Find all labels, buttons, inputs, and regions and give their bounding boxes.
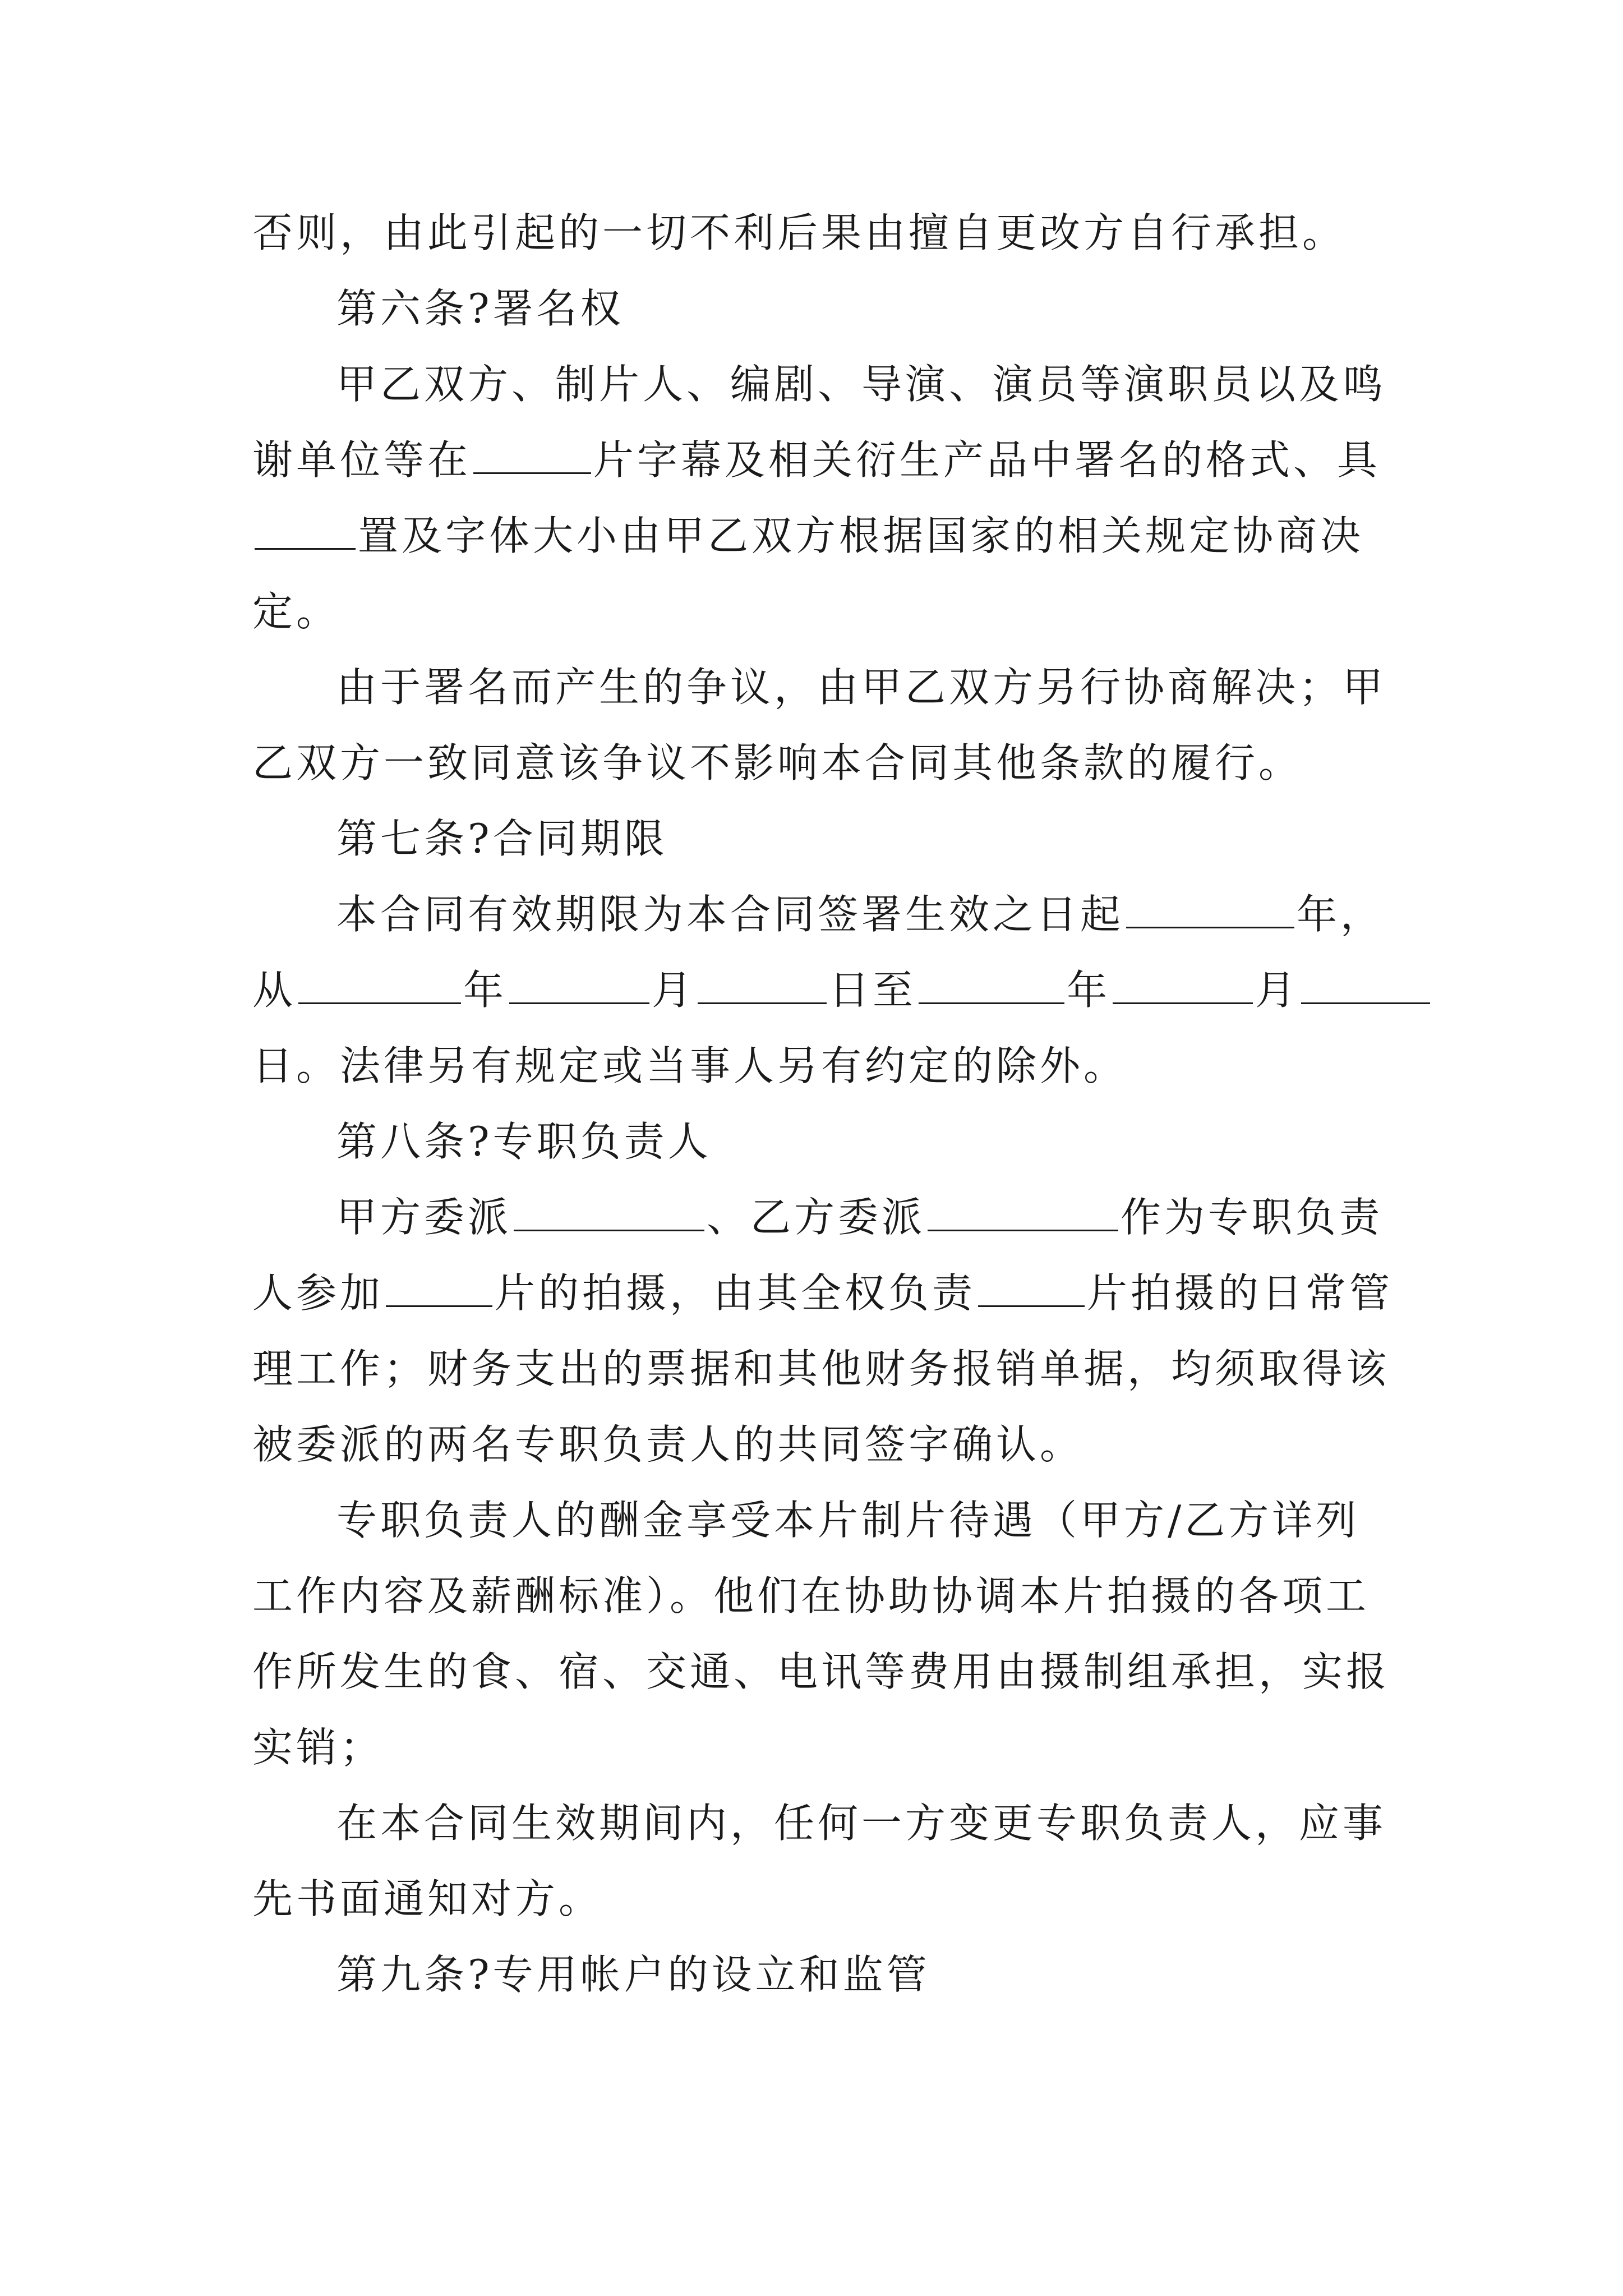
text: 甲乙双方、制片人、编剧、导演、演员等演职员以及鸣	[336, 361, 1387, 408]
paragraph-line	[252, 1874, 602, 1924]
blank-field	[473, 435, 591, 474]
paragraph-line	[252, 1041, 1127, 1091]
text: 从	[252, 967, 297, 1014]
blank-field	[928, 1193, 1118, 1231]
paragraph-line	[252, 738, 1302, 788]
text: 月	[652, 967, 696, 1014]
blank-field	[698, 965, 827, 1004]
text: 由于署名而产生的争议，由甲乙双方另行协商解决；甲	[336, 664, 1387, 711]
text: 第八条?专职负责人	[336, 1118, 712, 1165]
paragraph-line	[252, 1571, 1370, 1621]
paragraph-line	[252, 435, 1381, 485]
paragraph-line	[252, 1722, 384, 1773]
text: 日。法律另有规定或当事人另有约定的除外。	[252, 1042, 1128, 1089]
text: 日至	[829, 967, 917, 1014]
paragraph-line	[336, 1495, 1359, 1545]
text: 作为专职负责	[1121, 1194, 1384, 1241]
text: 月	[1255, 967, 1299, 1014]
blank-field	[386, 1268, 492, 1307]
text: 年，	[1297, 891, 1385, 938]
text: 专职负责人的酬金享受本片制片待遇（甲方/乙方详列	[336, 1497, 1360, 1544]
text: 片拍摄的日常管	[1087, 1269, 1394, 1317]
paragraph-line	[252, 586, 340, 637]
text: 第九条?专用帐户的设立和监管	[336, 1951, 930, 1998]
text: 置及字体大小由甲乙双方根据国家的相关规定协商决	[358, 512, 1364, 559]
text: 谢单位等在	[252, 436, 472, 484]
article-7-heading	[336, 813, 668, 864]
text: 理工作；财务支出的票据和其他财务报销单据，均须取得该	[252, 1345, 1390, 1392]
article-6-heading	[336, 283, 624, 334]
paragraph-line	[252, 1343, 1390, 1394]
text: 本合同有效期限为本合同签署生效之日起	[336, 891, 1124, 938]
paragraph-line	[336, 1798, 1386, 1848]
blank-field	[255, 511, 356, 550]
blank-field	[919, 965, 1064, 1004]
text: 实销；	[252, 1724, 384, 1771]
blank-field	[514, 1193, 704, 1231]
paragraph-line	[336, 359, 1386, 409]
blank-field	[978, 1268, 1085, 1307]
text: 人参加	[252, 1269, 384, 1317]
text: 乙双方一致同意该争议不影响本合同其他条款的履行。	[252, 739, 1303, 786]
text: 定。	[252, 588, 340, 635]
text: 片字幕及相关衍生产品中署名的格式、具	[593, 436, 1381, 484]
text: 甲方委派	[336, 1194, 512, 1241]
text: 作所发生的食、宿、交通、电讯等费用由摄制组承担，实报	[252, 1648, 1390, 1695]
blank-field	[509, 965, 649, 1004]
blank-field	[1301, 965, 1430, 1004]
paragraph-line	[336, 889, 1384, 940]
text: 第六条?署名权	[336, 285, 624, 332]
text: 年	[1067, 967, 1111, 1014]
paragraph-line	[252, 1268, 1393, 1318]
article-9-heading	[336, 1949, 930, 2000]
blank-field	[1126, 890, 1294, 928]
paragraph-line	[252, 1646, 1390, 1697]
text: 否则，由此引起的一切不利后果由擅自更改方自行承担。	[252, 209, 1347, 256]
text: 第七条?合同期限	[336, 815, 668, 862]
text: 、乙方委派	[707, 1194, 926, 1241]
text: 工作内容及薪酬标准）。他们在协助协调本片拍摄的各项工	[252, 1572, 1370, 1619]
text: 在本合同生效期间内，任何一方变更专职负责人，应事	[336, 1800, 1387, 1847]
blank-field	[1113, 965, 1253, 1004]
text: 片的拍摄，由其全权负责	[495, 1269, 976, 1317]
text: 被委派的两名专职负责人的共同签字确认。	[252, 1421, 1084, 1468]
text: 年	[463, 967, 508, 1014]
paragraph-line	[252, 510, 1364, 561]
date-range-line	[252, 965, 1432, 1015]
paragraph-line	[252, 208, 1346, 258]
paragraph-line	[252, 1419, 1083, 1470]
blank-field	[298, 965, 461, 1004]
article-8-heading	[336, 1116, 712, 1167]
paragraph-line	[336, 662, 1386, 712]
paragraph-line	[336, 1192, 1383, 1243]
text: 先书面通知对方。	[252, 1875, 603, 1922]
